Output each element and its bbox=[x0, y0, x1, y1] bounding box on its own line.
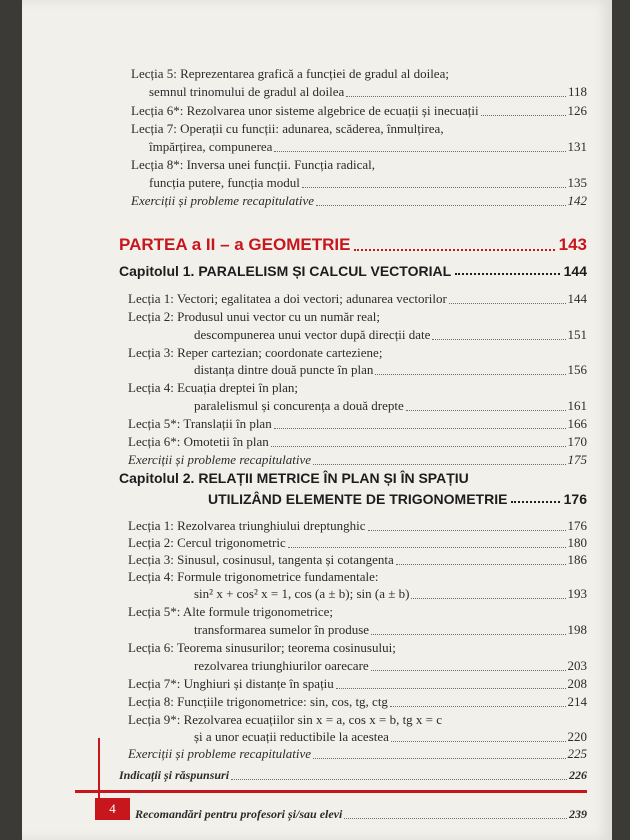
toc-ch2-exercises: Exerciții și probleme recapitulative 225 bbox=[128, 746, 587, 761]
toc-lesson-7-line1: Lecția 7: Operații cu funcții: adunarea, scăderea, înmulțirea, bbox=[131, 121, 444, 136]
toc-ch2-lesson-9-line1: Lecția 9*: Rezolvarea ecuațiilor sin x = a, cos x = b, tg x = c bbox=[128, 712, 443, 727]
toc-ch1-lesson-2: descompunerea unui vector după direcții date 151 bbox=[194, 327, 587, 342]
toc-ch2-lesson-4-line1: Lecția 4: Formule trigonometrice fundamentale: bbox=[128, 569, 379, 584]
toc-lesson-8-line1: Lecția 8*: Inversa unei funcții. Funcția radical, bbox=[131, 157, 376, 172]
toc-ch1-lesson-2-line1: Lecția 2: Produsul unui vector cu un număr real; bbox=[128, 309, 380, 324]
decor-red-horizontal bbox=[75, 790, 587, 793]
toc-ch2-lesson-1: Lecția 1: Rezolvarea triunghiului dreptunghic 176 bbox=[128, 518, 587, 533]
toc-exercises-algebra: Exerciții și probleme recapitulative 142 bbox=[131, 193, 587, 208]
chapter-1-heading: Capitolul 1. PARALELISM ȘI CALCUL VECTORIAL 144 bbox=[119, 263, 587, 279]
toc-recommendations: Recomandări pentru profesori și/sau elevi 239 bbox=[135, 807, 587, 821]
toc-lesson-6: Lecția 6*: Rezolvarea unor sisteme algebrice de ecuații și inecuații 126 bbox=[131, 103, 587, 118]
toc-lesson-5: semnul trinomului de gradul al doilea 118 bbox=[149, 84, 587, 99]
toc-ch1-lesson-3: distanța dintre două puncte în plan 156 bbox=[194, 362, 587, 377]
toc-ch2-lesson-7: Lecția 7*: Unghiuri și distanțe în spațiu 208 bbox=[128, 676, 587, 691]
toc-ch1-lesson-4-line1: Lecția 4: Ecuația dreptei în plan; bbox=[128, 380, 299, 395]
toc-ch2-lesson-5-line1: Lecția 5*: Alte formule trigonometrice; bbox=[128, 604, 334, 619]
toc-answers: Indicații și răspunsuri 226 bbox=[119, 768, 587, 782]
toc-ch1-lesson-5: Lecția 5*: Translații în plan 166 bbox=[128, 416, 587, 431]
toc-ch1-exercises: Exerciții și probleme recapitulative 175 bbox=[128, 452, 587, 467]
chapter-2-heading-line1: Capitolul 2. RELAȚII METRICE ÎN PLAN ȘI ÎN SPAȚIU bbox=[119, 470, 469, 486]
part-heading: PARTEA a II – a GEOMETRIE 143 bbox=[119, 235, 587, 254]
toc-ch1-lesson-3-line1: Lecția 3: Reper cartezian; coordonate carteziene; bbox=[128, 345, 383, 360]
toc-ch1-lesson-4: paralelismul și concurența a două drepte 161 bbox=[194, 398, 587, 413]
toc-ch2-lesson-6-line1: Lecția 6: Teorema sinusurilor; teorema cosinusului; bbox=[128, 640, 396, 655]
chapter-2-heading: UTILIZÂND ELEMENTE DE TRIGONOMETRIE 176 bbox=[208, 491, 587, 507]
toc-ch2-lesson-6: rezolvarea triunghiurilor oarecare 203 bbox=[194, 658, 587, 673]
toc-lesson-5-line1: Lecția 5: Reprezentarea grafică a funcției de gradul al doilea; bbox=[131, 66, 449, 81]
toc-ch2-lesson-9: și a unor ecuații reductibile la acestea 220 bbox=[194, 729, 587, 744]
page-number: 4 bbox=[95, 798, 130, 820]
toc-ch2-lesson-3: Lecția 3: Sinusul, cosinusul, tangenta și cotangenta 186 bbox=[128, 552, 587, 567]
decor-red-vertical bbox=[98, 738, 100, 798]
toc-ch2-lesson-8: Lecția 8: Funcțiile trigonometrice: sin, cos, tg, ctg 214 bbox=[128, 694, 587, 709]
toc-ch1-lesson-1: Lecția 1: Vectori; egalitatea a doi vectori; adunarea vectorilor 144 bbox=[128, 291, 587, 306]
toc-lesson-8: funcția putere, funcția modul 135 bbox=[149, 175, 587, 190]
toc-ch2-lesson-4: sin² x + cos² x = 1, cos (a ± b); sin (a ± b) 193 bbox=[194, 586, 587, 601]
toc-ch2-lesson-2: Lecția 2: Cercul trigonometric 180 bbox=[128, 535, 587, 550]
toc-ch2-lesson-5: transformarea sumelor în produse 198 bbox=[194, 622, 587, 637]
toc-ch1-lesson-6: Lecția 6*: Omotetii în plan 170 bbox=[128, 434, 587, 449]
toc-lesson-7: împărțirea, compunerea 131 bbox=[149, 139, 587, 154]
